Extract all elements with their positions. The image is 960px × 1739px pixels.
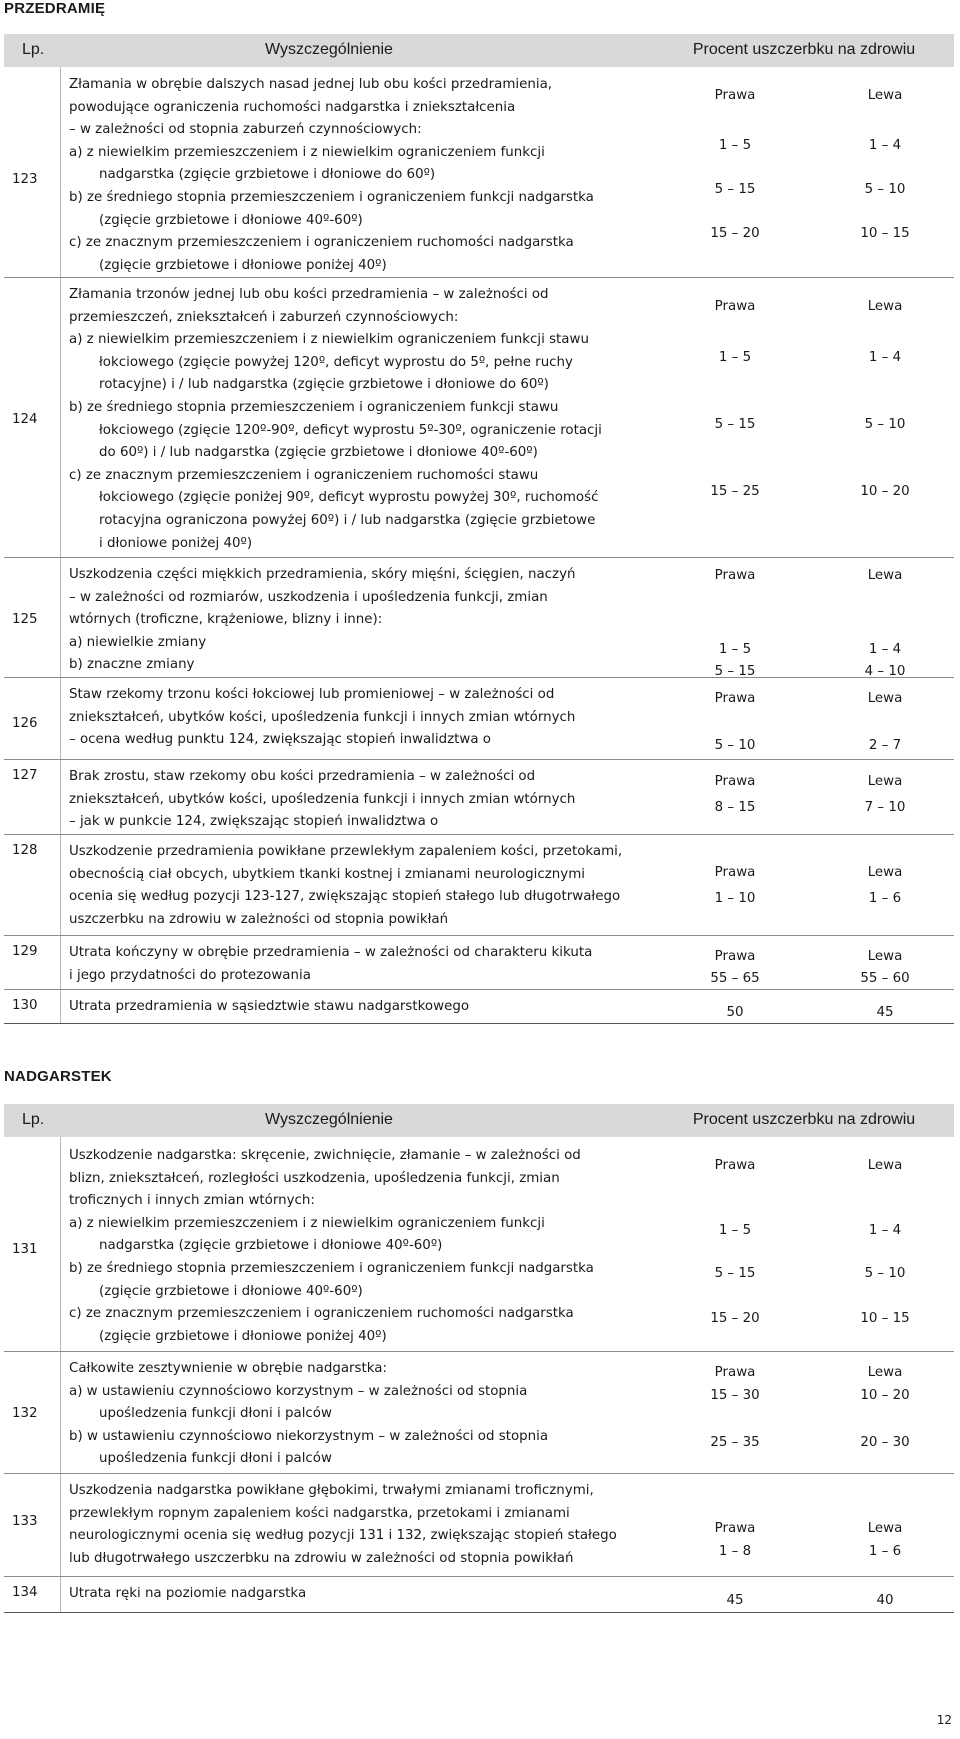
value-lewa: 7 – 10 (864, 800, 906, 815)
row-description (69, 996, 469, 1019)
description-line: Uszkodzenia nadgarstka powikłane głębokimi, trwałymi zmianami troficznymi, (69, 1483, 594, 1498)
section-title-nadgarstek: NADGARSTEK (4, 1068, 112, 1085)
value-lewa: Lewa (867, 865, 903, 880)
row-number: 134 (12, 1585, 38, 1600)
description-line: a) niewielkie zmiany (69, 634, 207, 650)
description-line: obecnością ciał obcych, ubytkiem tkanki kostnej i zmianami neurologicznymi (69, 866, 585, 882)
value-lewa: 45 (876, 1005, 894, 1020)
value-prawa: 1 – 8 (718, 1544, 752, 1559)
header-pct: Procent uszczerbku na zdrowiu (692, 41, 916, 58)
value-lewa: Lewa (867, 1158, 903, 1173)
description-line: Złamania trzonów jednej lub obu kości przedramienia – w zależności od (69, 287, 549, 302)
value-prawa: 50 (726, 1005, 744, 1020)
description-line: – w zależności od stopnia zaburzeń czynnościowych: (69, 122, 422, 138)
row-number: 127 (12, 768, 38, 783)
value-lewa: 10 – 15 (860, 226, 910, 241)
value-prawa: Prawa (714, 568, 756, 583)
row-number: 124 (12, 412, 38, 427)
table-bottom-rule (4, 1023, 954, 1024)
description-line: b) w ustawieniu czynnościowo niekorzystnym – w zależności od stopnia (69, 1428, 549, 1444)
row-divider (4, 935, 954, 936)
description-line: Uszkodzenie nadgarstka: skręcenie, zwichnięcie, złamanie – w zależności od (69, 1148, 581, 1163)
description-line: nadgarstka (zgięcie grzbietowe i dłoniowe do 60º) (99, 167, 436, 183)
value-lewa: 1 – 4 (868, 350, 902, 365)
description-line: a) z niewielkim przemieszczeniem i z niewielkim ograniczeniem funkcji (69, 144, 545, 160)
description-line: a) w ustawieniu czynnościowo korzystnym – w zależności od stopnia (69, 1383, 528, 1399)
value-lewa: Lewa (867, 949, 903, 964)
description-line: a) z niewielkim przemieszczeniem i z niewielkim ograniczeniem funkcji stawu (69, 332, 589, 348)
row-description (69, 284, 602, 555)
row-description (69, 1480, 617, 1570)
value-prawa: 15 – 30 (710, 1388, 760, 1403)
value-lewa: 10 – 20 (860, 1388, 910, 1403)
row-number: 123 (12, 172, 38, 187)
row-number: 125 (12, 612, 38, 627)
value-lewa: 10 – 15 (860, 1311, 910, 1326)
description-line: c) ze znacznym przemieszczeniem i ograniczeniem ruchomości nadgarstka (69, 1306, 574, 1322)
row-number: 132 (12, 1406, 38, 1421)
row-divider (4, 1473, 954, 1474)
value-prawa: 25 – 35 (710, 1435, 760, 1450)
value-lewa: 1 – 4 (868, 1223, 902, 1238)
value-prawa: 1 – 5 (718, 642, 752, 657)
description-line: wtórnych (troficzne, krążeniowe, blizny i inne): (69, 612, 383, 628)
header-lp: Lp. (22, 1111, 45, 1128)
description-line: Całkowite zesztywnienie w obrębie nadgarstka: (69, 1361, 388, 1376)
description-line: upośledzenia funkcji dłoni i palców (99, 1451, 332, 1467)
description-line: troficznych i innych zmian wtórnych: (69, 1193, 315, 1209)
description-line: i dłoniowe poniżej 40º) (99, 535, 253, 551)
description-line: powodujące ograniczenia ruchomości nadgarstka i zniekształcenia (69, 99, 516, 115)
description-line: Uszkodzenie przedramienia powikłane przewlekłym zapaleniem kości, przetokami, (69, 844, 623, 859)
row-description (69, 564, 576, 677)
value-lewa: Lewa (867, 88, 903, 103)
description-line: b) ze średniego stopnia przemieszczeniem i ograniczeniem funkcji stawu (69, 399, 559, 415)
description-line: blizn, zniekształceń, rozległości uszkodzenia, upośledzenia funkcji, zmian (69, 1170, 560, 1186)
value-prawa: 55 – 65 (710, 971, 760, 986)
value-lewa: 2 – 7 (868, 738, 902, 753)
row-number: 128 (12, 843, 38, 858)
value-prawa: 1 – 5 (718, 138, 752, 153)
value-lewa: Lewa (867, 1521, 903, 1536)
value-lewa: 10 – 20 (860, 484, 910, 499)
row-number: 130 (12, 998, 38, 1013)
value-lewa: 5 – 10 (864, 182, 906, 197)
row-number: 133 (12, 1514, 38, 1529)
value-lewa: Lewa (867, 1365, 903, 1380)
value-prawa: 1 – 5 (718, 1223, 752, 1238)
value-prawa: 8 – 15 (714, 800, 756, 815)
row-divider (4, 557, 954, 558)
column-divider (60, 67, 61, 1023)
row-divider (4, 1576, 954, 1577)
value-lewa: 20 – 30 (860, 1435, 910, 1450)
value-prawa: Prawa (714, 299, 756, 314)
row-description (69, 684, 575, 752)
description-line: b) ze średniego stopnia przemieszczeniem i ograniczeniem funkcji nadgarstka (69, 189, 594, 205)
row-description (69, 766, 575, 834)
value-lewa: 40 (876, 1593, 894, 1608)
header-desc: Wyszczególnienie (265, 41, 393, 58)
value-prawa: Prawa (714, 1365, 756, 1380)
description-line: łokciowego (zgięcie powyżej 120º, deficyt wyprostu do 5º, pełne ruchy (99, 354, 573, 370)
row-description (69, 1583, 306, 1606)
value-lewa: 1 – 4 (868, 642, 902, 657)
description-line: b) znaczne zmiany (69, 657, 195, 673)
description-line: a) z niewielkim przemieszczeniem i z niewielkim ograniczeniem funkcji (69, 1215, 545, 1231)
description-line: Staw rzekomy trzonu kości łokciowej lub promieniowej – w zależności od (69, 687, 555, 702)
row-description (69, 74, 594, 277)
value-lewa: 1 – 6 (868, 891, 902, 906)
description-line: c) ze znacznym przemieszczeniem i ograniczeniem ruchomości stawu (69, 467, 539, 483)
value-lewa: Lewa (867, 774, 903, 789)
page-number: 12 (936, 1713, 952, 1727)
description-line: i jego przydatności do protezowania (69, 967, 311, 983)
value-prawa: 15 – 20 (710, 1311, 760, 1326)
description-line: do 60º) i / lub nadgarstka (zgięcie grzbietowe i dłoniowe 40º-60º) (99, 445, 538, 461)
description-line: przewlekłym ropnym zapaleniem kości nadgarstka, przetokami i zmianami (69, 1505, 570, 1521)
value-prawa: 5 – 10 (714, 738, 756, 753)
header-desc: Wyszczególnienie (265, 1111, 393, 1128)
value-prawa: 15 – 20 (710, 226, 760, 241)
description-line: Złamania w obrębie dalszych nasad jednej lub obu kości przedramienia, (69, 77, 553, 92)
value-lewa: 5 – 10 (864, 1266, 906, 1281)
value-prawa: 1 – 10 (714, 891, 756, 906)
value-prawa: 1 – 5 (718, 350, 752, 365)
description-line: rotacyjna ograniczona powyżej 60º) i / lub nadgarstka (zgięcie grzbietowe (99, 512, 596, 528)
description-line: zniekształceń, ubytków kości, upośledzenia funkcji i innych zmian wtórnych (69, 791, 576, 807)
value-prawa: Prawa (714, 949, 756, 964)
value-lewa: 55 – 60 (860, 971, 910, 986)
row-description (69, 942, 592, 987)
description-line: upośledzenia funkcji dłoni i palców (99, 1406, 332, 1422)
description-line: (zgięcie grzbietowe i dłoniowe poniżej 40º) (99, 257, 387, 273)
row-description (69, 1358, 548, 1471)
description-line: – jak w punkcie 124, zwiększając stopień inwalidztwa o (69, 814, 439, 830)
description-line: Utrata kończyny w obrębie przedramienia – w zależności od charakteru kikuta (69, 945, 593, 960)
value-prawa: Prawa (714, 1158, 756, 1173)
description-line: łokciowego (zgięcie 120º-90º, deficyt wyprostu 5º-30º, ograniczenie rotacji (99, 422, 602, 438)
row-number: 126 (12, 716, 38, 731)
description-line: (zgięcie grzbietowe i dłoniowe 40º-60º) (99, 1283, 363, 1299)
row-description (69, 841, 622, 931)
row-divider (4, 834, 954, 835)
description-line: neurologicznymi ocenia się według pozycji 131 i 132, zwiększając stopień stałego (69, 1528, 617, 1544)
description-line: zniekształceń, ubytków kości, upośledzenia funkcji i innych zmian wtórnych (69, 709, 576, 725)
section-title-przedramie: PRZEDRAMIĘ (4, 0, 106, 17)
table-header (4, 1104, 954, 1137)
row-divider (4, 677, 954, 678)
description-line: Utrata ręki na poziomie nadgarstka (69, 1586, 307, 1601)
description-line: b) ze średniego stopnia przemieszczeniem i ograniczeniem funkcji nadgarstka (69, 1260, 594, 1276)
header-pct: Procent uszczerbku na zdrowiu (692, 1111, 916, 1128)
value-prawa: Prawa (714, 88, 756, 103)
description-line: c) ze znacznym przemieszczeniem i ograniczeniem ruchomości nadgarstka (69, 235, 574, 251)
value-prawa: 45 (726, 1593, 744, 1608)
row-description (69, 1145, 594, 1348)
table-header (4, 34, 954, 67)
value-lewa: Lewa (867, 299, 903, 314)
value-lewa: 4 – 10 (864, 664, 906, 679)
row-divider (4, 759, 954, 760)
value-prawa: Prawa (714, 774, 756, 789)
description-line: ocenia się według pozycji 123-127, zwiększając stopień stałego lub długotrwałego (69, 889, 621, 905)
value-lewa: 5 – 10 (864, 417, 906, 432)
value-lewa: 1 – 6 (868, 1544, 902, 1559)
description-line: uszczerbku na zdrowiu w zależności od stopnia powikłań (69, 911, 449, 927)
value-lewa: Lewa (867, 568, 903, 583)
value-prawa: Prawa (714, 1521, 756, 1536)
description-line: Utrata przedramienia w sąsiedztwie stawu nadgarstkowego (69, 999, 470, 1014)
row-divider (4, 989, 954, 990)
value-prawa: 5 – 15 (714, 182, 756, 197)
description-line: nadgarstka (zgięcie grzbietowe i dłoniowe 40º-60º) (99, 1238, 443, 1254)
value-prawa: 5 – 15 (714, 417, 756, 432)
value-prawa: 5 – 15 (714, 664, 756, 679)
header-lp: Lp. (22, 41, 45, 58)
description-line: łokciowego (zgięcie poniżej 90º, deficyt wyprostu powyżej 30º, ruchomość (99, 490, 599, 506)
value-lewa: Lewa (867, 691, 903, 706)
description-line: Brak zrostu, staw rzekomy obu kości przedramienia – w zależności od (69, 769, 536, 784)
description-line: rotacyjne) i / lub nadgarstka (zgięcie grzbietowe i dłoniowe do 60º) (99, 377, 549, 393)
row-number: 131 (12, 1242, 38, 1257)
description-line: – w zależności od rozmiarów, uszkodzenia i upośledzenia funkcji, zmian (69, 589, 548, 605)
description-line: (zgięcie grzbietowe i dłoniowe poniżej 40º) (99, 1328, 387, 1344)
value-prawa: 5 – 15 (714, 1266, 756, 1281)
description-line: przemieszczeń, zniekształceń i zaburzeń czynnościowych: (69, 309, 459, 325)
description-line: lub długotrwałego uszczerbku na zdrowiu w zależności od stopnia powikłań (69, 1550, 574, 1566)
row-divider (4, 1351, 954, 1352)
row-number: 129 (12, 944, 38, 959)
description-line: (zgięcie grzbietowe i dłoniowe 40º-60º) (99, 212, 363, 228)
table-bottom-rule (4, 1612, 954, 1613)
description-line: – ocena według punktu 124, zwiększając stopień inwalidztwa o (69, 732, 491, 748)
description-line: Uszkodzenia części miękkich przedramienia, skóry mięśni, ścięgien, naczyń (69, 567, 576, 582)
value-lewa: 1 – 4 (868, 138, 902, 153)
value-prawa: 15 – 25 (710, 484, 760, 499)
value-prawa: Prawa (714, 691, 756, 706)
column-divider (60, 1137, 61, 1612)
value-prawa: Prawa (714, 865, 756, 880)
